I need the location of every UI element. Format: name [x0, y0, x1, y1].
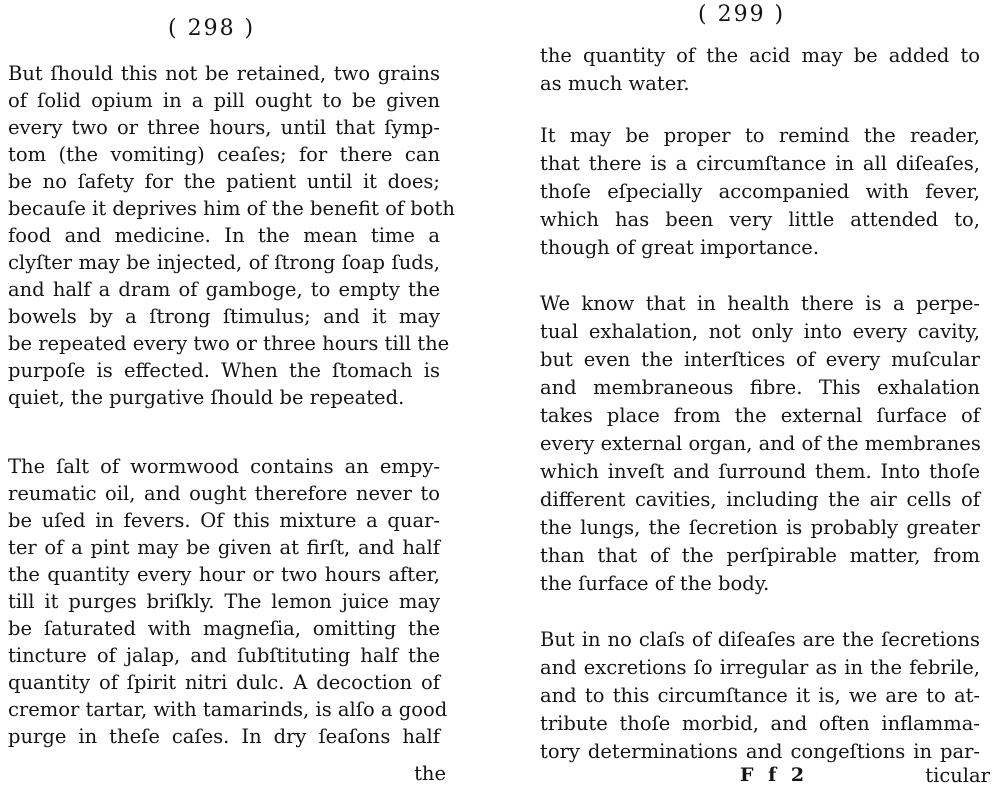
text-line: tincture of jalap, and ſubſtituting half the	[8, 644, 440, 667]
text-line: reumatic oil, and ought therefore never to	[8, 482, 440, 505]
text-line: The ſalt of wormwood contains an empy-	[8, 455, 440, 478]
text-line: bowels by a ſtrong ſtimulus; and it may	[8, 305, 440, 328]
text-line: But ſhould this not be retained, two grains	[8, 62, 440, 85]
text-line: and half a dram of gamboge, to empty the	[8, 278, 440, 301]
text-line: the lungs, the ſecretion is probably greater	[540, 516, 980, 539]
text-line: takes place from the external ſurface of	[540, 404, 980, 427]
text-line: the quantity of the acid may be added to	[540, 44, 980, 67]
signature-mark: F f 2	[740, 764, 809, 786]
text-line: and to this circumſtance it is, we are to at-	[540, 684, 980, 707]
text-line: clyſter may be injected, of ſtrong ſoap ſuds,	[8, 251, 440, 274]
text-line: that there is a circumſtance in all diſeaſes,	[540, 152, 980, 175]
right-page	[500, 0, 1000, 790]
text-line: tom (the vomiting) ceaſes; for there can	[8, 143, 440, 166]
text-line: thoſe eſpecially accompanied with fever,	[540, 180, 980, 203]
text-line: as much water.	[540, 72, 690, 95]
text-line: We know that in health there is a perpe-	[540, 292, 980, 315]
text-line: But in no claſs of diſeaſes are the ſecretions	[540, 628, 980, 651]
text-line: tual exhalation, not only into every cavity,	[540, 320, 980, 343]
text-line: of ſolid opium in a pill ought to be given	[8, 89, 440, 112]
text-line: quantity of ſpirit nitri dulc. A decoction of	[8, 671, 440, 694]
text-line: the quantity every hour or two hours after,	[8, 563, 440, 586]
catchword-left: the	[414, 762, 446, 785]
text-line: the ſurface of the body.	[540, 572, 770, 595]
text-line: every two or three hours, until that ſymp-	[8, 116, 440, 139]
catchword-right: ticular	[925, 764, 990, 787]
text-line: than that of the perſpirable matter, from	[540, 544, 980, 567]
text-line: every external organ, and of the membranes	[540, 432, 981, 455]
text-line: quiet, the purgative ſhould be repeated.	[8, 386, 405, 409]
text-line: It may be proper to remind the reader,	[540, 124, 980, 147]
text-line: though of great importance.	[540, 236, 820, 259]
page-number-right: ( 299 )	[698, 2, 786, 27]
text-line: till it purges briſkly. The lemon juice may	[8, 590, 440, 613]
text-line: tory determinations and congeſtions in par-	[540, 740, 980, 763]
text-line: and excretions ſo irregular as in the febrile,	[540, 656, 980, 679]
text-line: be no ſafety for the patient until it does;	[8, 170, 440, 193]
text-line: ter of a pint may be given at firſt, and half	[8, 536, 440, 559]
text-line: purge in theſe caſes. In dry ſeaſons half	[8, 725, 440, 748]
text-line: and membraneous fibre. This exhalation	[540, 376, 980, 399]
text-line: purpoſe is effected. When the ſtomach is	[8, 359, 440, 382]
text-line: food and medicine. In the mean time a	[8, 224, 440, 247]
text-line: be repeated every two or three hours till the	[8, 332, 450, 355]
page-number-left: ( 298 )	[168, 16, 256, 41]
text-line: be uſed in fevers. Of this mixture a quar-	[8, 509, 440, 532]
text-line: cremor tartar, with tamarinds, is alſo a good	[8, 698, 448, 721]
text-line: which inveſt and ſurround them. Into thoſe	[540, 460, 980, 483]
text-line: but even the interſtices of every muſcular	[540, 348, 980, 371]
text-line: which has been very little attended to,	[540, 208, 980, 231]
text-line: different cavities, including the air cells of	[540, 488, 980, 511]
text-line: becauſe it deprives him of the benefit of both	[8, 197, 455, 220]
text-line: be ſaturated with magneſia, omitting the	[8, 617, 440, 640]
text-line: tribute thoſe morbid, and often inflamma-	[540, 712, 980, 735]
